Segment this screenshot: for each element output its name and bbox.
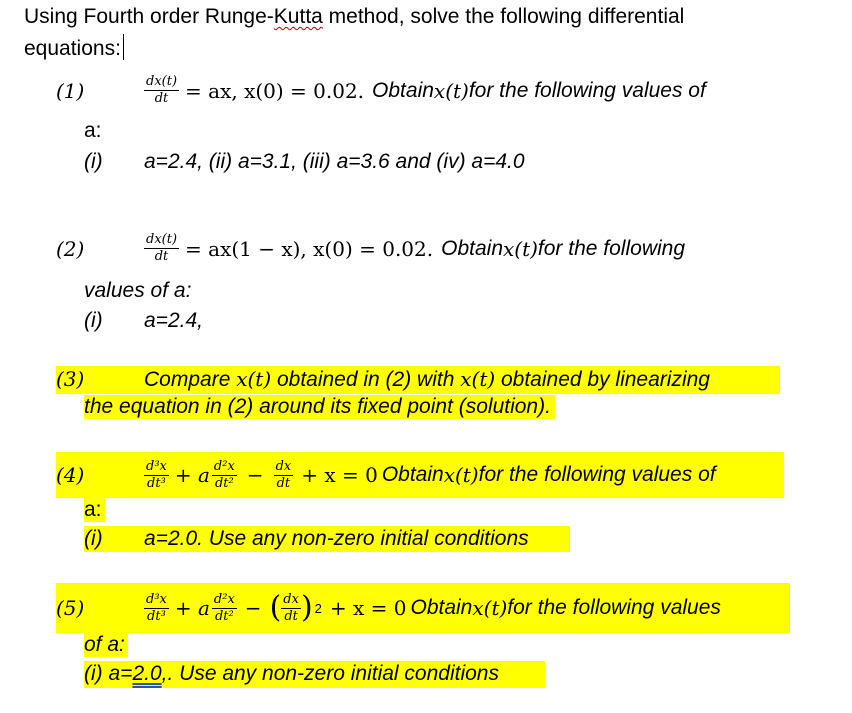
problem-4-minus: − xyxy=(246,463,264,487)
problem-2-roman: (i) xyxy=(84,309,103,332)
problem-3-xt-1: x(t) xyxy=(236,367,272,391)
problem-5-of-a: of a: xyxy=(84,633,128,657)
fraction-denominator: dt² xyxy=(214,475,234,491)
fraction-denominator: dt xyxy=(284,608,298,624)
problem-5-roman: (i) a= xyxy=(84,662,133,685)
problem-5-line-1 xyxy=(56,583,790,633)
problem-4-line-3 xyxy=(84,526,570,552)
problem-5-exponent: 2 xyxy=(314,600,322,616)
problem-5-value: 2.0 xyxy=(132,662,162,685)
problem-5-values-line xyxy=(84,662,499,686)
intro-line-2[interactable] xyxy=(24,34,124,61)
fraction-denominator: dt xyxy=(276,475,291,491)
problem-1-fraction xyxy=(144,74,179,107)
problem-1-equation: = ax, x(0) = 0.02. xyxy=(185,78,365,103)
problem-4-fraction-1 xyxy=(144,459,169,492)
fraction-numerator: dx(t) xyxy=(146,232,178,247)
problem-3-t2: obtained in (2) with xyxy=(271,368,461,391)
problem-2-fraction xyxy=(144,232,179,265)
fraction-denominator: dt xyxy=(154,91,169,106)
problem-5-text-2: for the following values xyxy=(507,596,721,619)
problem-1-number: (1) xyxy=(56,78,85,103)
intro-line-1 xyxy=(24,5,684,29)
problem-4-number: (4) xyxy=(56,463,85,487)
kutta-word: Kutta xyxy=(273,5,323,28)
fraction-numerator: d³x xyxy=(146,591,167,607)
problem-1-text: Obtain xyxy=(372,78,434,102)
problem-4-eq-end: + x = 0 xyxy=(301,463,378,487)
problem-1-text-2: for the following values of xyxy=(468,78,706,102)
problem-5-fraction-2 xyxy=(212,592,237,625)
problem-4-values: a=2.0. Use any non-zero initial conditions xyxy=(144,527,529,550)
problem-3-t3: obtained by linearizing xyxy=(495,368,710,391)
problem-5-line-3 xyxy=(84,661,545,688)
problem-4-roman: (i) xyxy=(84,527,103,550)
intro-equations-label: equations: xyxy=(24,37,121,60)
fraction-denominator: dt² xyxy=(214,608,234,624)
problem-3-sentence xyxy=(144,367,710,392)
problem-3-number: (3) xyxy=(56,367,85,391)
problem-2-number: (2) xyxy=(56,236,85,261)
problem-1-line-1 xyxy=(56,74,706,107)
problem-4-fraction-2 xyxy=(212,459,237,492)
problem-5-minus: − xyxy=(244,596,262,620)
problem-3-t1: Compare xyxy=(144,368,237,391)
problem-5-fraction-1 xyxy=(144,592,169,625)
problem-2-equation: = ax(1 − x), x(0) = 0.02. xyxy=(185,236,434,261)
problem-5-eq-end: + x = 0 xyxy=(329,596,407,620)
problem-5-value-sep: ,. xyxy=(161,662,174,685)
problem-5-values-rest: Use any non-zero initial conditions xyxy=(173,662,499,685)
fraction-numerator: dx(t) xyxy=(146,74,178,89)
problem-3-line-1 xyxy=(56,366,780,394)
problem-4-line-1 xyxy=(56,452,784,498)
problem-2-values: a=2.4, xyxy=(144,309,203,332)
fraction-numerator: d²x xyxy=(213,591,235,607)
text-cursor xyxy=(123,34,124,60)
problem-2-text-2: for the following xyxy=(537,236,686,260)
problem-1-xt: x(t) xyxy=(433,78,469,103)
fraction-denominator: dt³ xyxy=(147,475,166,491)
problem-5-number: (5) xyxy=(56,596,85,620)
problem-5-text: Obtain xyxy=(410,596,473,619)
fraction-numerator: dx xyxy=(283,591,299,607)
problem-5-fraction-3 xyxy=(281,592,301,625)
problem-2-line-1 xyxy=(56,232,685,265)
problem-4-plus-a: + a xyxy=(174,463,210,487)
problem-5-right-paren: ) xyxy=(300,590,313,625)
problem-5-xt: x(t) xyxy=(472,596,508,620)
problem-4-xt: x(t) xyxy=(443,463,479,487)
fraction-numerator: d³x xyxy=(146,458,167,474)
problem-4-a-label: a: xyxy=(84,498,105,522)
fraction-denominator: dt xyxy=(154,249,169,264)
intro-prefix: Using Fourth order Runge- xyxy=(24,5,274,28)
problem-2-xt: x(t) xyxy=(503,236,538,261)
problem-2-values-of-a: values of a: xyxy=(84,279,192,302)
problem-1-a-label: a: xyxy=(84,119,102,142)
problem-1-roman: (i) xyxy=(84,150,103,173)
problem-4-fraction-3 xyxy=(274,459,294,492)
fraction-numerator: d²x xyxy=(213,458,235,474)
problem-2-text: Obtain xyxy=(441,236,503,260)
problem-5-left-paren: ( xyxy=(269,590,282,625)
problem-3-xt-2: x(t) xyxy=(460,367,496,391)
fraction-numerator: dx xyxy=(275,458,292,474)
problem-4-text: Obtain xyxy=(381,463,444,486)
problem-1-values: a=2.4, (ii) a=3.1, (iii) a=3.6 and (iv) a=4.0 xyxy=(144,150,525,173)
problem-4-text-2: for the following values of xyxy=(478,463,716,486)
fraction-denominator: dt³ xyxy=(147,608,166,624)
problem-3-line-2: the equation in (2) around its fixed point (solution). xyxy=(84,395,555,419)
problem-5-plus-a: + a xyxy=(174,596,210,620)
intro-suffix: method, solve the following differential xyxy=(322,5,685,28)
